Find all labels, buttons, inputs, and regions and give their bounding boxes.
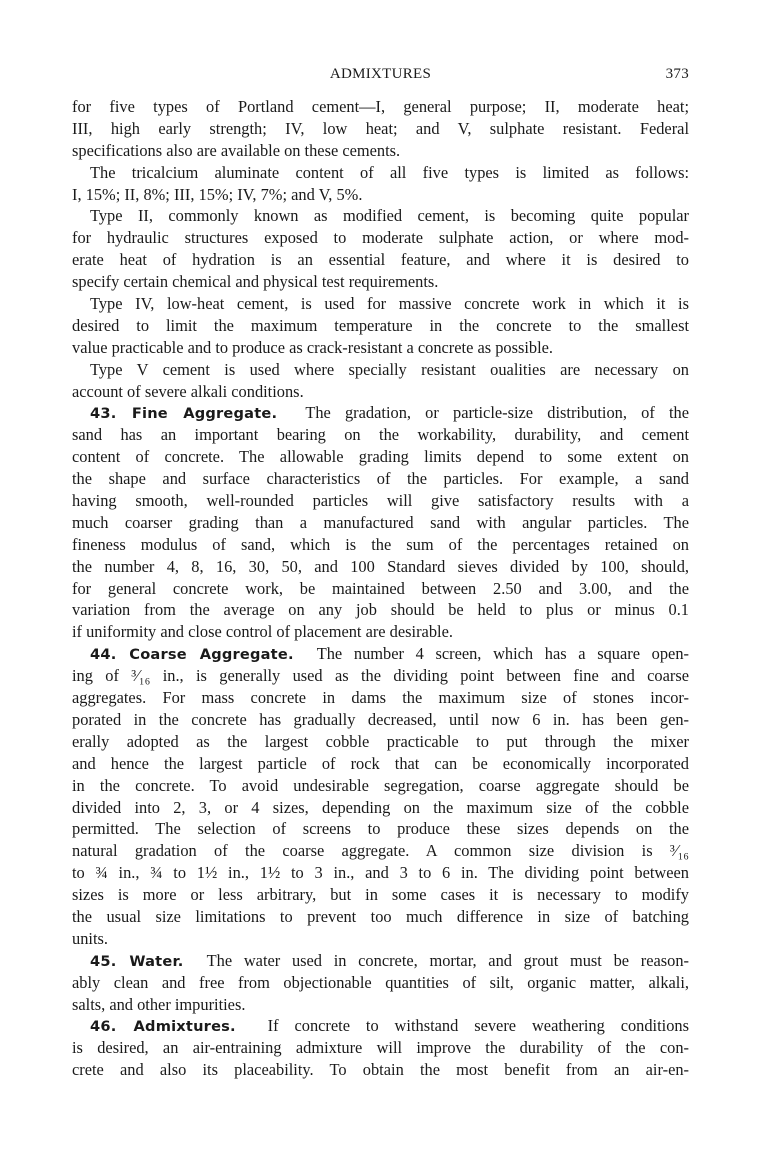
text-line: The tricalcium aluminate content of all five types is limited as follows: <box>90 162 689 182</box>
text-run: The number 4 screen, which has a square open- <box>293 644 689 664</box>
text-line: units. <box>72 928 108 948</box>
section-heading: 45. Water. <box>90 952 184 970</box>
section-heading: 46. Admixtures. <box>90 1018 236 1036</box>
page-number: 373 <box>665 66 689 82</box>
text-line: for general concrete work, be maintained between 2.50 and 3.00, and the <box>72 578 689 598</box>
text-line: Type II, commonly known as modified cement, is becoming quite popular <box>90 206 689 226</box>
running-title: ADMIXTURES <box>329 66 432 82</box>
text-line <box>72 402 689 424</box>
book-page <box>72 66 689 1081</box>
text-line: for hydraulic structures exposed to moderate sulphate action, or where mod- <box>72 228 689 248</box>
text-line: the number 4, 8, 16, 30, 50, and 100 Standard sieves divided by 100, should, <box>72 556 689 576</box>
text-line: content of concrete. The allowable grading limits depend to some extent on <box>72 447 689 467</box>
text-line: in the concrete. To avoid undesirable segregation, coarse aggregate should be <box>72 775 689 795</box>
text-line: porated in the concrete has gradually decreased, until now 6 in. has been gen- <box>72 709 689 729</box>
text-line <box>72 643 689 665</box>
text-run: If concrete to withstand severe weathering conditions <box>235 1016 689 1036</box>
text-line: is desired, an air-entraining admixture will improve the durability of the con- <box>72 1038 689 1058</box>
text-line: if uniformity and close control of placement are desirable. <box>72 622 453 642</box>
text-line: the usual size limitations to prevent too much difference in size of batching <box>72 906 689 926</box>
text-line: desired to limit the maximum temperature in the concrete to the smallest <box>72 315 689 335</box>
text-run: The gradation, or particle-size distribution, of the <box>277 403 689 423</box>
text-line: specifications also are available on these cements. <box>72 140 401 160</box>
text-line: I, 15%; II, 8%; III, 15%; IV, 7%; and V, 5%. <box>72 184 363 204</box>
text-line: Type V cement is used where specially resistant oualities are necessary on <box>90 359 689 379</box>
section-46-admixtures <box>72 1015 689 1081</box>
text-line: III, high early strength; IV, low heat; and V, sulphate resistant. Federal <box>72 118 689 138</box>
text-line: salts, and other impurities. <box>72 994 246 1014</box>
paragraph-type-v <box>72 359 689 403</box>
text-line: erally adopted as the largest cobble practicable to put through the mixer <box>72 731 689 751</box>
text-line: sand has an important bearing on the workability, durability, and cement <box>72 425 689 445</box>
text-line: ably clean and free from objectionable quantities of silt, organic matter, alkali, <box>72 972 689 992</box>
text-line: ing of ³⁄₁₆ in., is generally used as the dividing point between fine and coarse <box>72 666 689 686</box>
paragraph-type-iv <box>72 293 689 359</box>
text-line <box>72 1015 689 1037</box>
section-heading: 43. Fine Aggregate. <box>90 405 278 423</box>
text-line: value practicable and to produce as crack-resistant a concrete as possible. <box>72 337 554 357</box>
text-line: aggregates. For mass concrete in dams the maximum size of stones incor- <box>72 688 689 708</box>
text-line: the shape and surface characteristics of the particles. For example, a sand <box>72 469 689 489</box>
text-line: Type IV, low-heat cement, is used for massive concrete work in which it is <box>90 294 689 314</box>
text-line: specify certain chemical and physical test requirements. <box>72 272 439 292</box>
text-line: having smooth, well-rounded particles will give satisfactory results with a <box>72 491 689 511</box>
text-line <box>72 950 689 972</box>
text-line: to ¾ in., ¾ to 1½ in., 1½ to 3 in., and 3 to 6 in. The dividing point between <box>72 863 689 883</box>
section-45-water <box>72 950 689 1016</box>
text-line: and hence the largest particle of rock that can be economically incorporated <box>72 753 689 773</box>
running-head <box>72 66 689 90</box>
section-44-coarse-aggregate <box>72 643 689 949</box>
text-line: natural gradation of the coarse aggregate. A common size division is ³⁄₁₆ <box>72 841 689 861</box>
text-line: much coarser grading than a manufactured sand with angular particles. The <box>72 512 689 532</box>
text-run: The water used in concrete, mortar, and grout must be reason- <box>183 950 689 970</box>
text-line: erate heat of hydration is an essential feature, and where it is desired to <box>72 250 689 270</box>
text-line: crete and also its placeability. To obtain the most benefit from an air-en- <box>72 1060 689 1080</box>
text-line: variation from the average on any job should be held to plus or minus 0.1 <box>72 600 689 620</box>
text-line: fineness modulus of sand, which is the sum of the percentages retained on <box>72 534 689 554</box>
paragraph-portland-types <box>72 96 689 162</box>
section-heading: 44. Coarse Aggregate. <box>90 646 294 664</box>
text-line: account of severe alkali conditions. <box>72 381 304 401</box>
text-line: divided into 2, 3, or 4 sizes, depending on the maximum size of the cobble <box>72 797 689 817</box>
text-line: for five types of Portland cement—I, general purpose; II, moderate heat; <box>72 97 689 116</box>
section-43-fine-aggregate <box>72 402 689 643</box>
paragraph-type-ii <box>72 205 689 293</box>
paragraph-tricalcium <box>72 162 689 206</box>
text-line: sizes is more or less arbitrary, but in some cases it is necessary to modify <box>72 885 689 905</box>
text-line: permitted. The selection of screens to produce these sizes depends on the <box>72 819 689 839</box>
